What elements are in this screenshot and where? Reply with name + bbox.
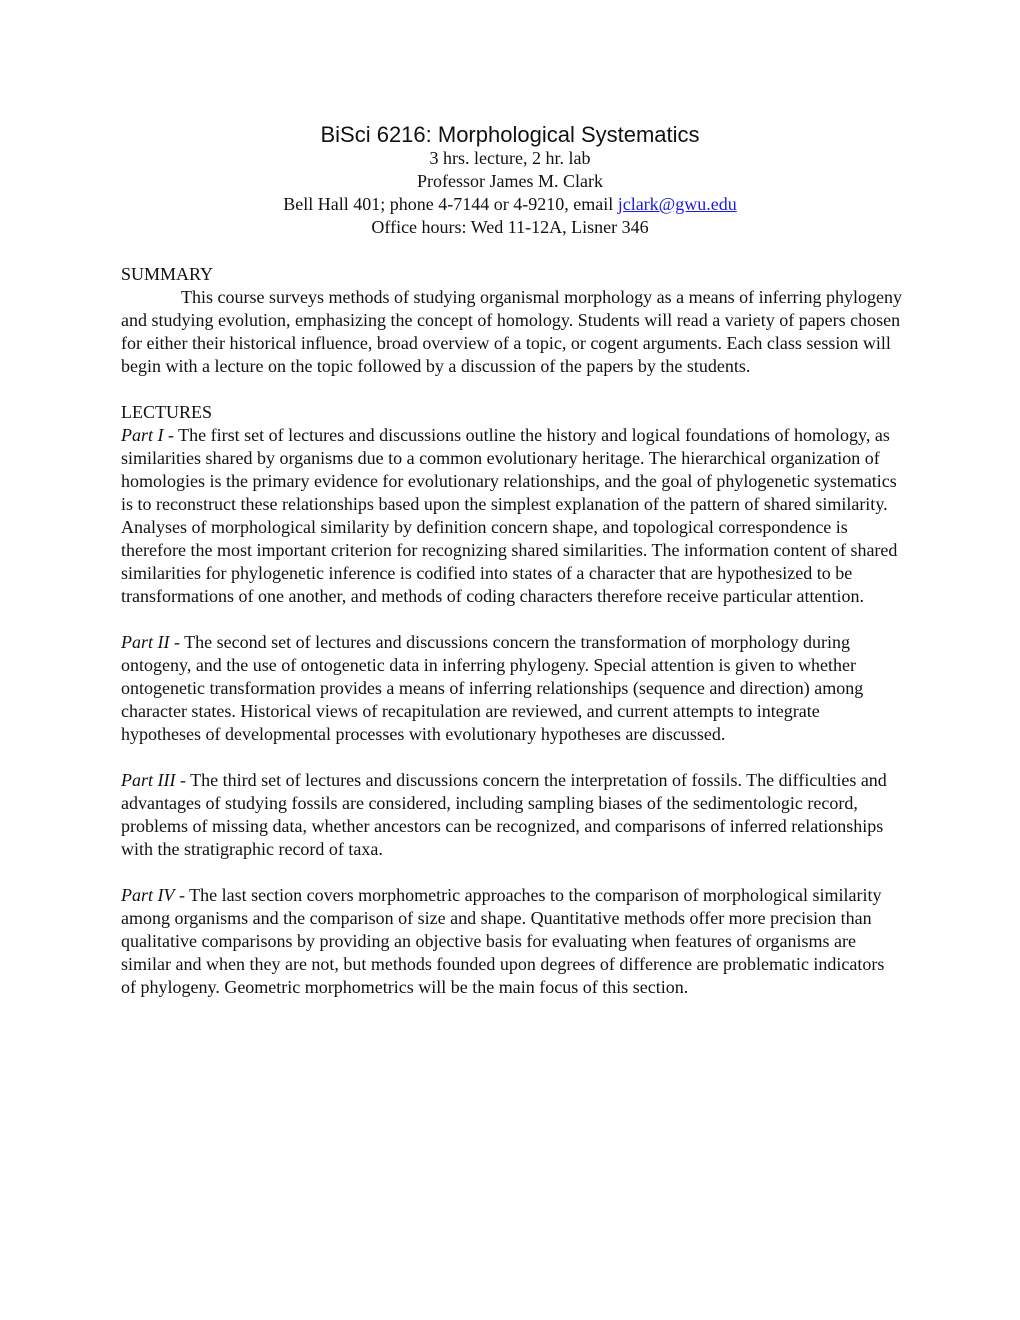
part-text: - The first set of lectures and discussions outline the history and logical foundations of homology, as similarities shared by organisms due to a common evolutionary heritage. The hierarchical organization of homologies is the primary evidence for evolutionary relationships, and the goal of phylogenetic systematics is to reconstruct these relationships based upon the simplest explanation of the pattern of shared similarity. Analyses of morphological similarity by definition concern shape, and topological correspondence is therefore the most important criterion for recognizing shared similarities. The information content of shared similarities for phylogenetic inference is codified into states of a character that are hypothesized to be transformations of one another, and methods of coding characters therefore receive particular attention.	[121, 425, 898, 606]
part-4-section	[121, 884, 903, 999]
office-hours: Office hours: Wed 11-12A, Lisner 346	[371, 217, 649, 237]
summary-section	[121, 263, 903, 378]
summary-text: This course surveys methods of studying organismal morphology as a means of inferring phylogeny and studying evolution, emphasizing the concept of homology. Students will read a variety of papers chosen for either their historical influence, broad overview of a topic, or cogent arguments. Each class session will begin with a lecture on the topic followed by a discussion of the papers by the students.	[121, 287, 903, 376]
part-label: Part III	[121, 770, 176, 790]
email-link[interactable]: jclark@gwu.edu	[617, 194, 737, 214]
part-2-section	[121, 631, 903, 746]
part-text: - The third set of lectures and discussions concern the interpretation of fossils. The difficulties and advantages of studying fossils are considered, including sampling biases of the sedimentologic record, problems of missing data, whether ancestors can be recognized, and comparisons of inferred relationships with the stratigraphic record of taxa.	[121, 770, 887, 859]
course-info	[0, 147, 1020, 239]
part-label: Part II	[121, 632, 170, 652]
lectures-heading: LECTURES	[121, 402, 213, 422]
page-title: BiSci 6216: Morphological Systematics	[320, 122, 700, 147]
part-label: Part IV	[121, 885, 175, 905]
document-body	[121, 263, 903, 1022]
part-1-paragraph	[121, 424, 903, 608]
contact-line	[0, 193, 1020, 216]
course-hours: 3 hrs. lecture, 2 hr. lab	[429, 148, 591, 168]
part-3-paragraph	[121, 769, 903, 861]
part-text: - The last section covers morphometric approaches to the comparison of morphological similarity among organisms and the comparison of size and shape. Quantitative methods offer more precision than qualitative comparisons by providing an objective basis for evaluating when features of organisms are similar and when they are not, but methods founded upon degrees of difference are problematic indicators of phylogeny. Geometric morphometrics will be the main focus of this section.	[121, 885, 885, 997]
part-text: - The second set of lectures and discussions concern the transformation of morphology during ontogeny, and the use of ontogenetic data in inferring phylogeny. Special attention is given to whether ontogenetic transformation provides a means of inferring relationships (sequence and direction) among character states. Historical views of recapitulation are reviewed, and current attempts to integrate hypotheses of developmental processes with evolutionary hypotheses are discussed.	[121, 632, 864, 744]
part-2-paragraph	[121, 631, 903, 746]
summary-heading: SUMMARY	[121, 264, 214, 284]
contact-text: Bell Hall 401; phone 4-7144 or 4-9210, email	[283, 194, 618, 214]
lectures-section	[121, 401, 903, 608]
professor-name: Professor James M. Clark	[417, 171, 603, 191]
part-4-paragraph	[121, 884, 903, 999]
part-label: Part I	[121, 425, 164, 445]
part-3-section	[121, 769, 903, 861]
